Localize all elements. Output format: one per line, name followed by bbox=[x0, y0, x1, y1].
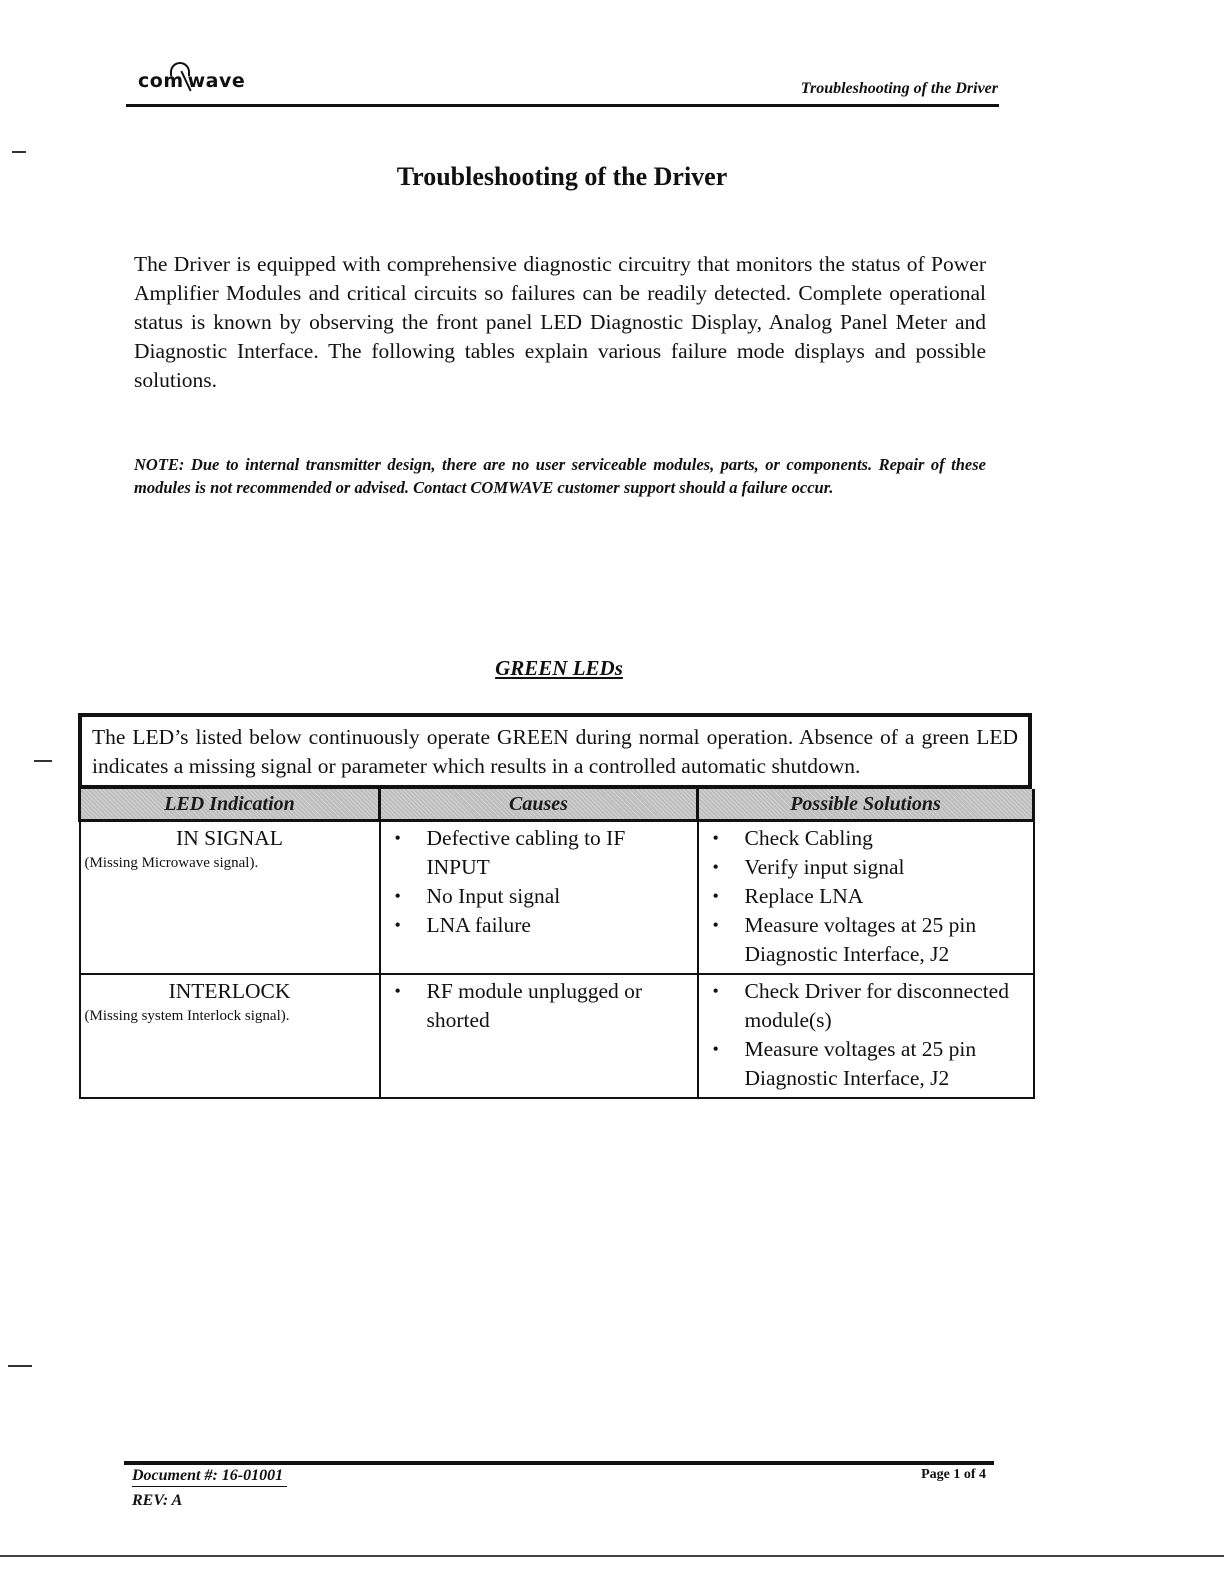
solutions-cell bbox=[698, 821, 1034, 975]
intro-paragraph: The Driver is equipped with comprehensive diagnostic circuitry that monitors the status of Power Amplifier Modules and critical circuits so failures can be readily detected. Complete operational status is known by observing the front panel LED Diagnostic Display, Analog Panel Meter and Diagnostic Interface. The following tables explain various failure mode displays and possible solutions. bbox=[134, 252, 986, 392]
scan-mark bbox=[8, 1365, 32, 1367]
cause-item: • Defective cabling to IF INPUT bbox=[389, 824, 689, 882]
causes-cell bbox=[380, 821, 698, 975]
table-intro: The LED’s listed below continuously operate GREEN during normal operation. Absence of a green LED indicates a missing signal or parameter which results in a controlled automatic shutdown. bbox=[78, 713, 1032, 789]
table-header-row bbox=[80, 789, 1034, 821]
footer-rule bbox=[124, 1461, 994, 1465]
cause-item: • No Input signal bbox=[389, 882, 689, 911]
solution-item: • Measure voltages at 25 pin Diagnostic Interface, J2 bbox=[707, 1035, 1025, 1093]
led-indication-description: (Missing Microwave signal). bbox=[84, 855, 259, 871]
column-header-led-indication: LED Indication bbox=[80, 789, 380, 821]
led-indication-cell bbox=[80, 821, 380, 975]
solution-item: • Check Driver for disconnected module(s) bbox=[707, 977, 1025, 1035]
revision-label: REV: A bbox=[132, 1492, 183, 1509]
logo-text-right: wave bbox=[187, 70, 246, 92]
table-row bbox=[80, 821, 1034, 975]
table-row bbox=[80, 974, 1034, 1098]
header-rule bbox=[126, 104, 999, 107]
causes-cell bbox=[380, 974, 698, 1098]
led-indication-cell bbox=[80, 974, 380, 1098]
scan-mark bbox=[34, 760, 52, 762]
solutions-cell bbox=[698, 974, 1034, 1098]
running-header-title: Troubleshooting of the Driver bbox=[800, 80, 998, 97]
led-indication-name: INTERLOCK bbox=[168, 979, 291, 1003]
cause-item: • RF module unplugged or shorted bbox=[389, 977, 689, 1035]
solution-item: • Check Cabling bbox=[707, 824, 1025, 853]
solution-item: • Measure voltages at 25 pin Diagnostic Interface, J2 bbox=[707, 911, 1025, 969]
scan-mark bbox=[12, 151, 26, 153]
green-led-table bbox=[78, 713, 1032, 1099]
column-header-causes: Causes bbox=[380, 789, 698, 821]
page-bottom-edge bbox=[0, 1555, 1224, 1557]
led-indication-name: IN SIGNAL bbox=[176, 826, 283, 850]
column-header-possible-solutions: Possible Solutions bbox=[698, 789, 1034, 821]
led-indication-description: (Missing system Interlock signal). bbox=[84, 1008, 290, 1024]
logo-text-left: com bbox=[138, 70, 184, 92]
note-paragraph: NOTE: Due to internal transmitter design, there are no user serviceable modules, parts, or components. Repair of these modules is not recommended or advised. Contact COMWAVE customer support should a failure occur. bbox=[134, 455, 986, 497]
page-title: Troubleshooting of the Driver bbox=[396, 162, 728, 191]
page-number: Page 1 of 4 bbox=[921, 1467, 986, 1482]
comwave-logo bbox=[138, 70, 245, 92]
solution-item: • Replace LNA bbox=[707, 882, 1025, 911]
led-table bbox=[78, 789, 1035, 1099]
solution-item: • Verify input signal bbox=[707, 853, 1025, 882]
cause-item: • LNA failure bbox=[389, 911, 689, 940]
logo-arc-icon bbox=[170, 62, 190, 76]
section-heading: GREEN LEDs bbox=[495, 656, 623, 680]
document-number: Document #: 16-01001 bbox=[132, 1466, 287, 1487]
